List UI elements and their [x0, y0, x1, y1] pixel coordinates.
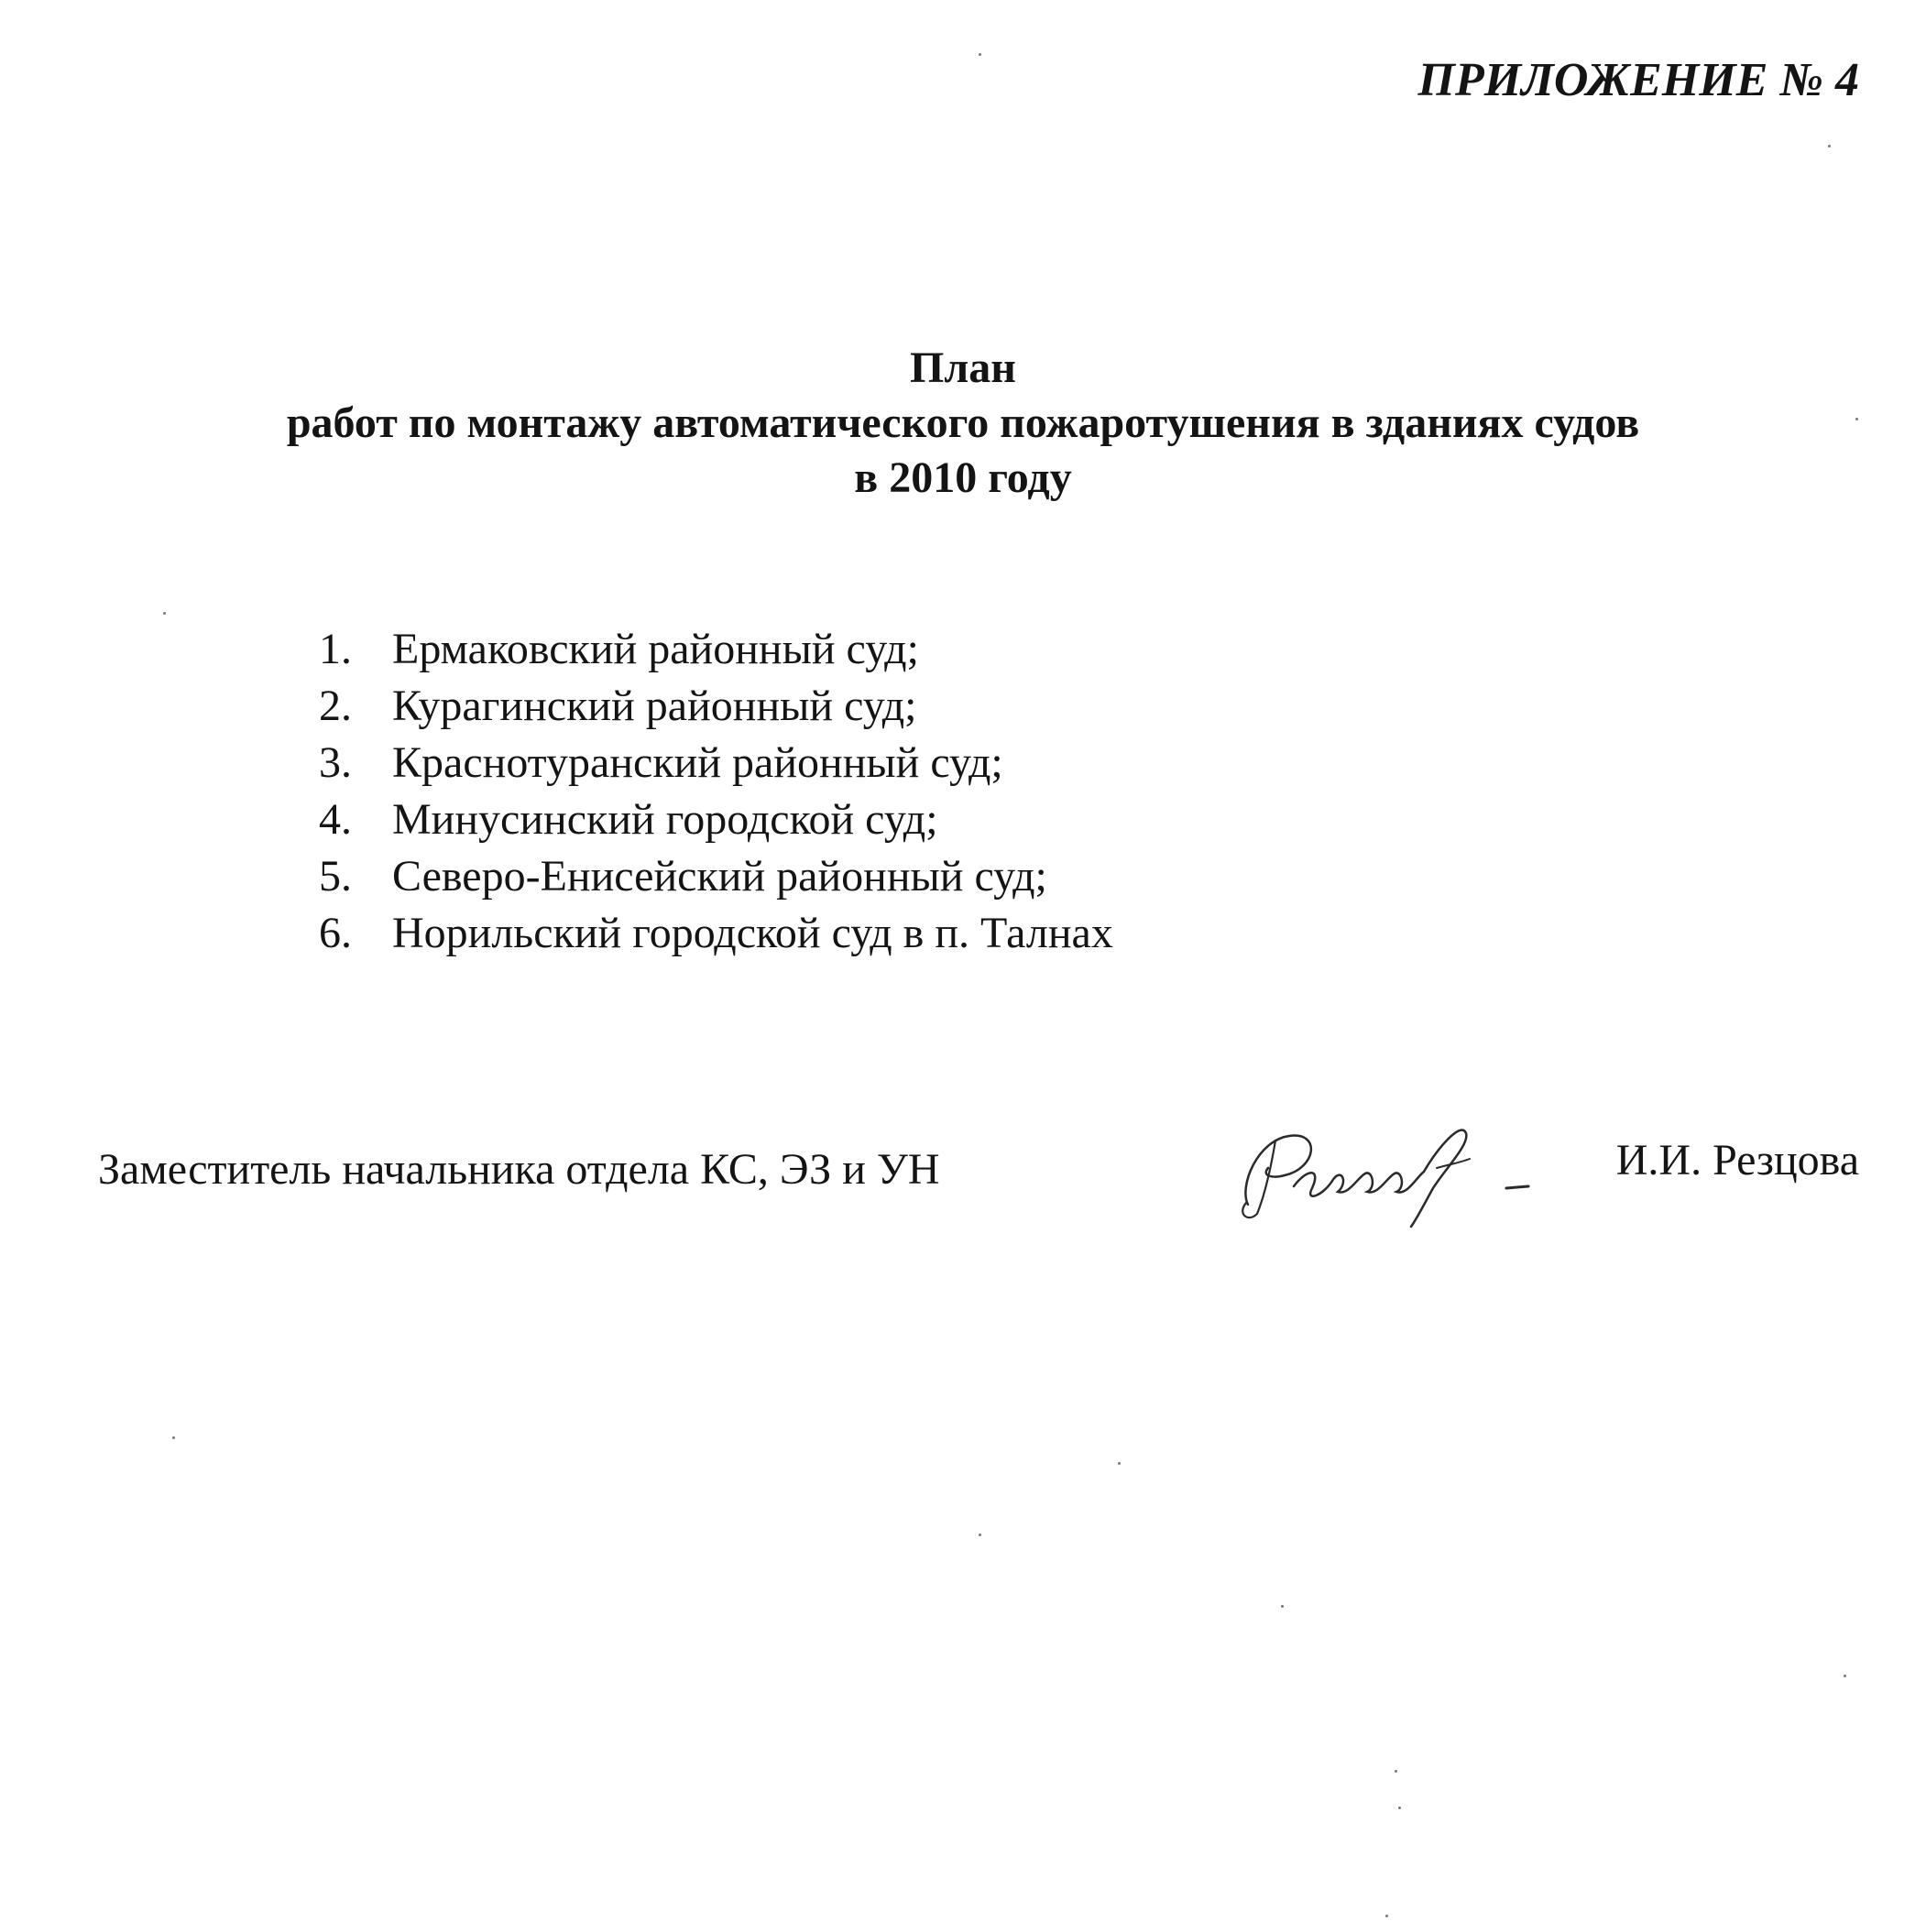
- scan-speck: [1118, 1462, 1121, 1465]
- scan-speck: [1385, 1915, 1388, 1917]
- list-item-text: Минусинский городской суд;: [392, 795, 938, 844]
- list-item: [319, 905, 1113, 962]
- scan-speck: [1281, 1605, 1284, 1608]
- list-item: [319, 791, 1113, 848]
- scan-speck: [163, 612, 166, 615]
- list-item: [319, 621, 1113, 678]
- list-item-number: 3.: [319, 738, 352, 787]
- scan-speck: [1828, 145, 1831, 147]
- scan-speck: [979, 53, 981, 56]
- list-item-number: 2.: [319, 682, 352, 730]
- title-line-2: работ по монтажу автоматического пожаротушения в зданиях судов: [286, 398, 1640, 447]
- title-line-3: в 2010 году: [854, 453, 1072, 502]
- scan-speck: [1844, 1675, 1846, 1677]
- handwritten-signature: [1220, 1104, 1550, 1232]
- appendix-label: ПРИЛОЖЕНИЕ № 4: [1417, 54, 1859, 106]
- list-item-number: 1.: [319, 625, 352, 673]
- list-item-text: Северо-Енисейский районный суд;: [392, 852, 1047, 901]
- scan-speck: [979, 1534, 981, 1536]
- list-item-text: Норильский городской суд в п. Талнах: [392, 909, 1113, 957]
- list-item-number: 6.: [319, 909, 352, 957]
- list-item: [319, 848, 1113, 905]
- signer-position: Заместитель начальника отдела КС, ЭЗ и УН: [98, 1145, 940, 1194]
- list-item-number: 5.: [319, 852, 352, 901]
- list-item-text: Курагинский районный суд;: [392, 682, 917, 730]
- scan-speck: [1398, 1806, 1401, 1809]
- list-item: [319, 735, 1113, 791]
- scan-speck: [1395, 1770, 1397, 1773]
- signer-name: И.И. Резцова: [1615, 1136, 1859, 1184]
- signature-block: [98, 1131, 1859, 1232]
- scan-speck: [1855, 418, 1858, 420]
- document-title: [0, 341, 1926, 506]
- list-item: [319, 678, 1113, 735]
- court-list: [319, 621, 1113, 962]
- list-item-number: 4.: [319, 795, 352, 844]
- list-item-text: Ермаковский районный суд;: [392, 625, 919, 673]
- scan-speck: [172, 1436, 175, 1439]
- title-line-1: План: [910, 344, 1016, 392]
- list-item-text: Краснотуранский районный суд;: [392, 738, 1003, 787]
